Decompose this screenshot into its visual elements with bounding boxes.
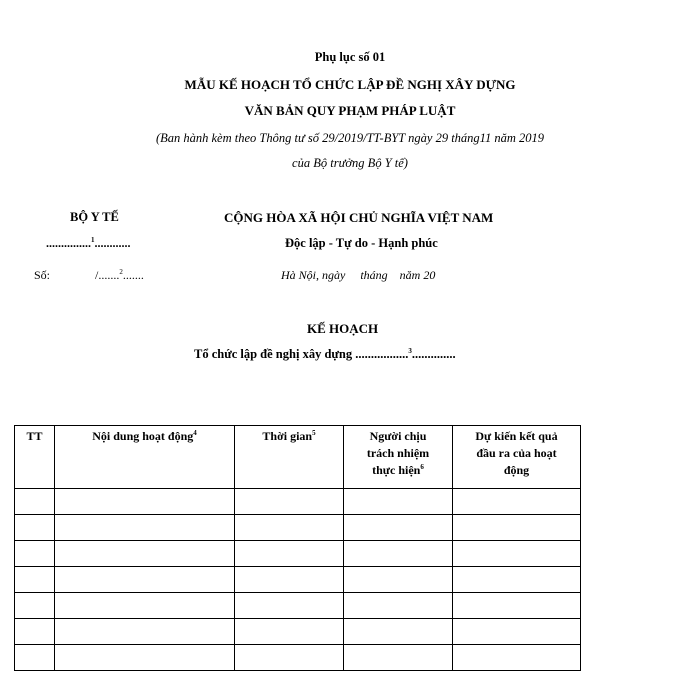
footnote-marker-2: 2 [119, 268, 123, 276]
number-slash: /....... [95, 268, 120, 282]
footnote-marker-6: 6 [420, 463, 424, 471]
table-cell[interactable] [235, 515, 344, 541]
unit-dots-a: ............... [46, 236, 91, 250]
table-cell[interactable] [15, 645, 55, 671]
table-cell[interactable] [344, 619, 453, 645]
footnote-marker-3: 3 [408, 346, 412, 355]
table-cell[interactable] [344, 567, 453, 593]
document-number-placeholder [95, 268, 144, 283]
table-row [15, 593, 581, 619]
table-cell[interactable] [235, 593, 344, 619]
table-row [15, 619, 581, 645]
plan-subtitle-text: Tổ chức lập đề nghị xây dựng ................. [194, 347, 409, 361]
table-cell[interactable] [235, 541, 344, 567]
issuance-note-line2: của Bộ trưởng Bộ Y tế) [292, 156, 408, 170]
table-header-row [15, 426, 581, 489]
activity-table [14, 425, 581, 671]
republic-name: CỘNG HÒA XÃ HỘI CHỦ NGHĨA VIỆT NAM [224, 210, 494, 225]
table-cell[interactable] [235, 619, 344, 645]
issuance-note-line1: (Ban hành kèm theo Thông tư số 29/2019/TT-BYT ngày 29 tháng11 năm 2019 [155, 131, 545, 145]
table-cell[interactable] [55, 567, 235, 593]
column-header-activity: Nội dung hoạt động$^4$ [55, 426, 235, 489]
table-cell[interactable] [15, 489, 55, 515]
unit-name-placeholder [46, 236, 131, 251]
column-header-expected-output: Dự kiến kết quả đầu ra của hoạt động [453, 426, 581, 489]
table-cell[interactable] [55, 619, 235, 645]
plan-subtitle-dots: .............. [411, 347, 456, 361]
table-cell[interactable] [453, 515, 581, 541]
appendix-label: Phụ lục số 01 [314, 50, 386, 64]
national-motto: Độc lập - Tự do - Hạnh phúc [285, 236, 438, 250]
column-header-order: TT [15, 426, 55, 489]
document-title-line1: MẪU KẾ HOẠCH TỔ CHỨC LẬP ĐỀ NGHỊ XÂY DỰNG [184, 77, 516, 92]
document-number-label: Số: [34, 268, 51, 282]
footnote-marker-1: 1 [91, 236, 95, 244]
number-dots: ....... [122, 268, 144, 282]
ministry-name: BỘ Y TẾ [70, 210, 119, 224]
column-header-time: Thời gian$^5$ [235, 426, 344, 489]
table-cell[interactable] [344, 593, 453, 619]
table-row [15, 645, 581, 671]
plan-subtitle [194, 347, 456, 362]
table-cell[interactable] [15, 515, 55, 541]
footnote-marker-5: 5 [312, 429, 316, 437]
table-row [15, 489, 581, 515]
table-cell[interactable] [55, 593, 235, 619]
table-cell[interactable] [55, 541, 235, 567]
table-row [15, 567, 581, 593]
table-cell[interactable] [344, 541, 453, 567]
table-cell[interactable] [453, 489, 581, 515]
table-cell[interactable] [235, 645, 344, 671]
table-cell[interactable] [453, 593, 581, 619]
table-cell[interactable] [55, 645, 235, 671]
table-cell[interactable] [344, 645, 453, 671]
table-cell[interactable] [453, 619, 581, 645]
table-row [15, 515, 581, 541]
plan-heading: KẾ HOẠCH [307, 321, 379, 336]
table-cell[interactable] [55, 489, 235, 515]
table-cell[interactable] [15, 541, 55, 567]
table-cell[interactable] [15, 567, 55, 593]
table-cell[interactable] [15, 619, 55, 645]
document-title-line2: VĂN BẢN QUY PHẠM PHÁP LUẬT [244, 103, 456, 118]
table-cell[interactable] [55, 515, 235, 541]
table-row [15, 541, 581, 567]
place-date-line: Hà Nội, ngày tháng năm 20 [281, 268, 436, 282]
table-cell[interactable] [235, 567, 344, 593]
unit-dots-b: ............ [94, 236, 131, 250]
table-cell[interactable] [15, 593, 55, 619]
footnote-marker-4: 4 [193, 429, 197, 437]
column-header-responsible: Người chịu trách nhiệm thực hiện$^6$ [344, 426, 453, 489]
table-cell[interactable] [344, 489, 453, 515]
table-cell[interactable] [344, 515, 453, 541]
table-cell[interactable] [453, 567, 581, 593]
table-cell[interactable] [235, 489, 344, 515]
table-cell[interactable] [453, 541, 581, 567]
table-cell[interactable] [453, 645, 581, 671]
